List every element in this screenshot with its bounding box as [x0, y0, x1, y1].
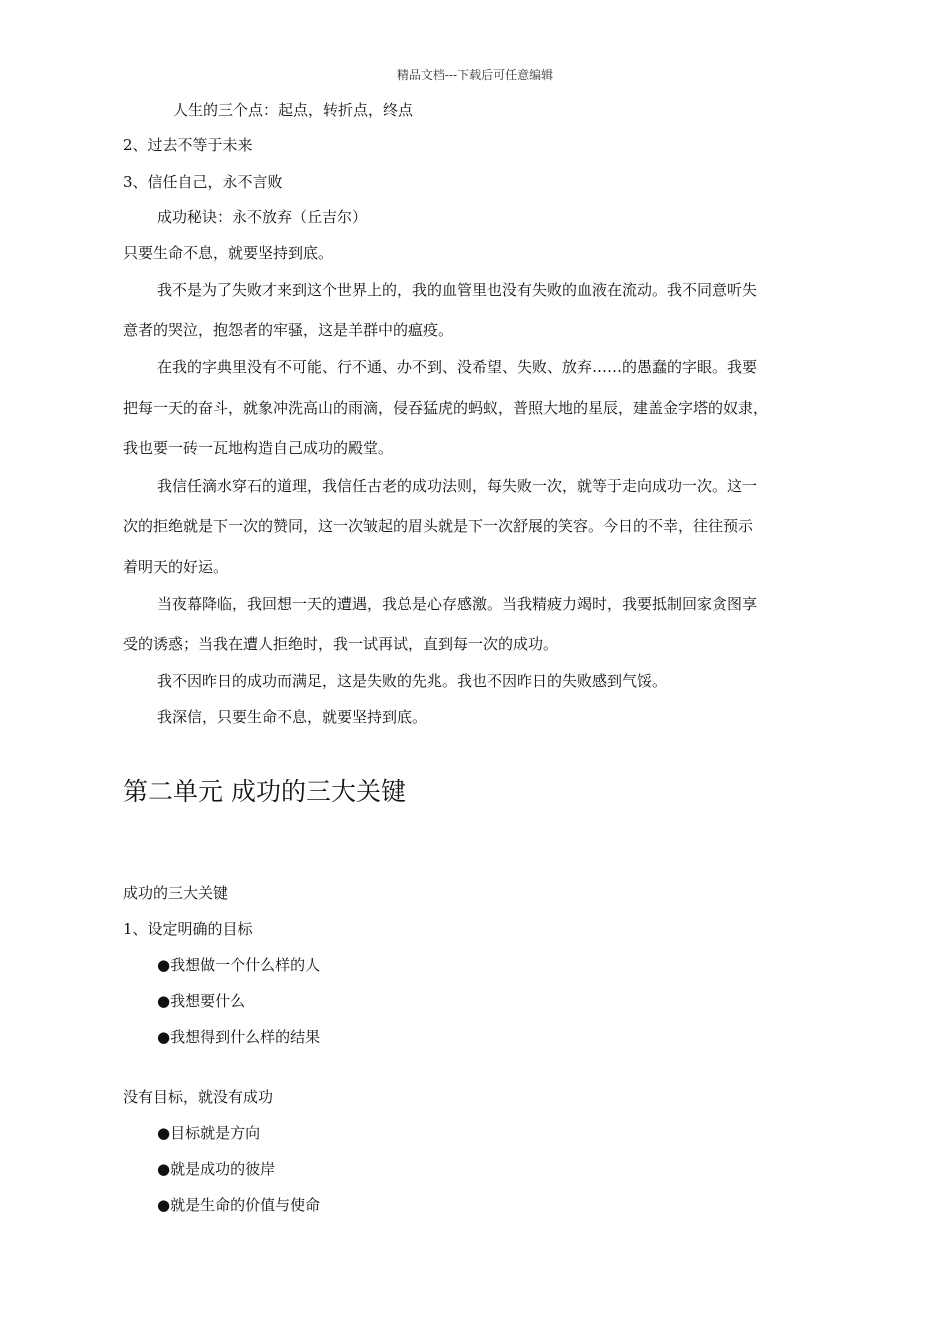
page-header: 精品文档---下载后可任意编辑	[396, 68, 554, 82]
paragraph-line: 在我的字典里没有不可能、行不通、办不到、没希望、失败、放弃……的愚蠢的字眼。我要	[157, 358, 758, 376]
text-line: 成功秘诀：永不放弃（丘吉尔）	[157, 208, 368, 226]
bullet-item: ●就是成功的彼岸	[157, 1160, 276, 1178]
bullet-item: ●我想得到什么样的结果	[157, 1028, 321, 1046]
bullet-item: ●我想做一个什么样的人	[157, 956, 321, 974]
paragraph-line: 把每一天的奋斗，就象冲洗高山的雨滴，侵吞猛虎的蚂蚁，普照大地的星辰，建盖金字塔的奴隶，	[123, 399, 769, 417]
paragraph-line: 当夜幕降临，我回想一天的遭遇，我总是心存感激。当我精疲力竭时，我要抵制回家贪图享	[157, 595, 758, 613]
paragraph-line: 受的诱惑；当我在遭人拒绝时，我一试再试，直到每一次的成功。	[123, 635, 559, 653]
subheading: 成功的三大关键	[123, 884, 229, 902]
text-line: 2、过去不等于未来	[123, 136, 253, 154]
paragraph-line: 我信任滴水穿石的道理，我信任古老的成功法则，每失败一次，就等于走向成功一次。这一	[157, 477, 758, 495]
bullet-item: ●我想要什么	[157, 992, 246, 1010]
bullet-item: ●目标就是方向	[157, 1124, 261, 1142]
section-heading: 第二单元 成功的三大关键	[123, 777, 406, 806]
paragraph-line: 我也要一砖一瓦地构造自己成功的殿堂。	[123, 439, 394, 457]
text-line: 3、信任自己，永不言败	[123, 173, 283, 191]
paragraph-line: 我不因昨日的成功而满足，这是失败的先兆。我也不因昨日的失败感到气馁。	[157, 672, 668, 690]
paragraph-line: 我不是为了失败才来到这个世界上的，我的血管里也没有失败的血液在流动。我不同意听失	[157, 281, 758, 299]
text-line: 只要生命不息，就要坚持到底。	[123, 244, 334, 262]
bullet-item: ●就是生命的价值与使命	[157, 1196, 321, 1214]
paragraph-line: 着明天的好运。	[123, 558, 229, 576]
paragraph-line: 次的拒绝就是下一次的赞同，这一次皱起的眉头就是下一次舒展的笑容。今日的不幸，往往预示	[123, 517, 754, 535]
paragraph-line: 意者的哭泣，抱怨者的牢骚，这是羊群中的瘟疫。	[123, 321, 454, 339]
list-title: 没有目标，就没有成功	[123, 1088, 274, 1106]
list-title: 1、设定明确的目标	[123, 920, 253, 938]
text-line: 人生的三个点：起点，转折点，终点	[173, 101, 414, 119]
paragraph-line: 我深信，只要生命不息，就要坚持到底。	[157, 708, 428, 726]
